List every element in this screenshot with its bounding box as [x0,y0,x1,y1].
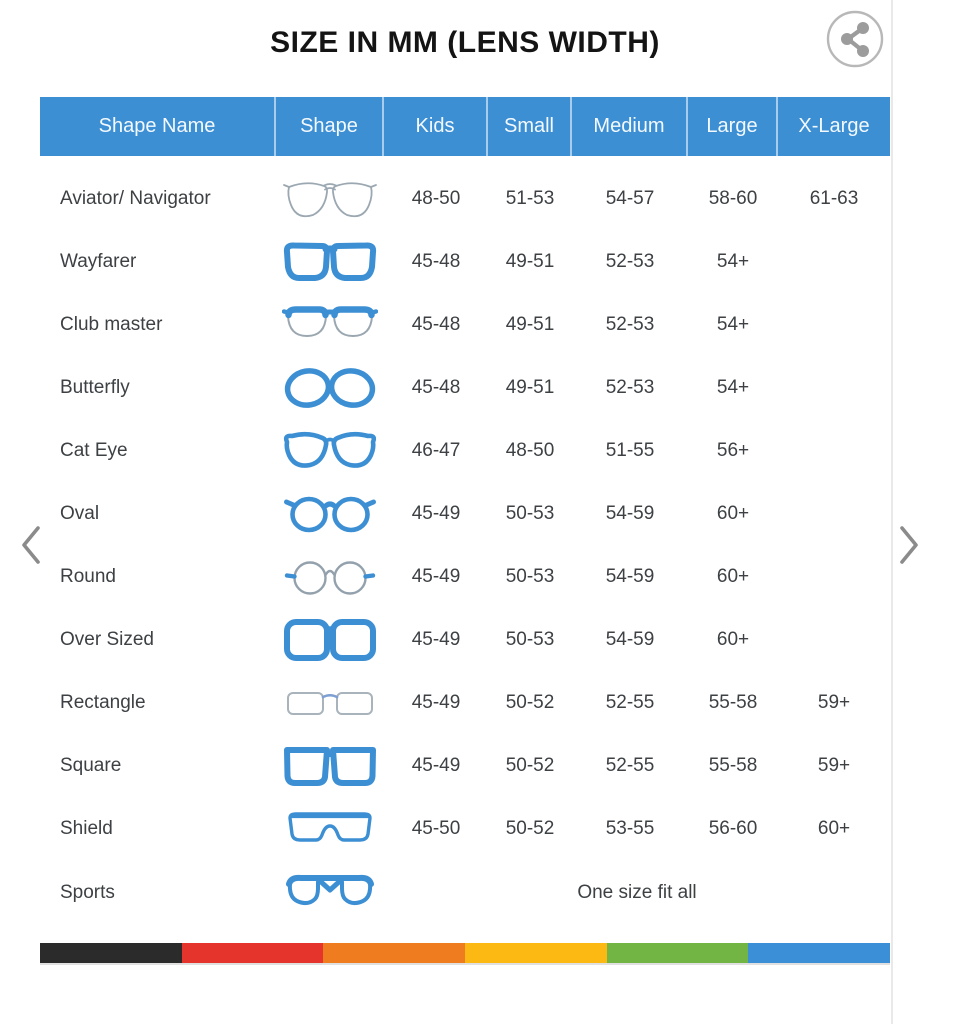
shield-glasses-icon [276,806,384,852]
medium-value: 52-55 [605,755,655,777]
xlarge-value: 60+ [817,818,851,840]
medium-value: 51-55 [605,439,655,461]
small-value: 50-52 [505,755,555,777]
table-row [40,735,890,798]
kids-value: 45-48 [411,376,461,398]
xlarge-value: 59+ [817,692,851,714]
oversized-glasses-icon [276,617,384,663]
xlarge-value: 59+ [817,755,851,777]
shape-name: Cat Eye [60,439,128,461]
medium-value: 52-53 [605,250,655,272]
small-value: 49-51 [505,313,555,335]
shape-name: Aviator/ Navigator [60,187,211,209]
shape-name: Wayfarer [60,250,137,272]
table-row [40,861,890,924]
kids-value: 48-50 [411,187,461,209]
large-value: 54+ [716,376,750,398]
shape-name: Rectangle [60,692,146,714]
clubmaster-glasses-icon [276,302,384,348]
medium-value: 53-55 [605,818,655,840]
sports-glasses-icon [276,870,384,916]
medium-value: 52-55 [605,692,655,714]
shape-name: Round [60,566,116,588]
header-medium: Medium [572,97,688,156]
rectangle-glasses-icon [276,680,384,726]
chevron-right-icon [890,521,926,572]
stripe-segment [465,943,607,963]
small-value: 50-53 [505,566,555,588]
medium-value: 52-53 [605,376,655,398]
carousel-prev-button[interactable] [14,521,50,569]
stripe-segment [40,943,182,963]
table-row [40,356,890,419]
round-glasses-icon [276,554,384,600]
stripe-segment [607,943,749,963]
medium-value: 54-59 [605,566,655,588]
table-row [40,672,890,735]
small-value: 49-51 [505,376,555,398]
header-kids: Kids [384,97,488,156]
header-large: Large [688,97,778,156]
aviator-glasses-icon [276,176,384,222]
medium-value: 54-57 [605,187,655,209]
table-body [40,156,890,924]
size-table [40,97,890,924]
small-value: 50-53 [505,503,555,525]
table-row [40,546,890,609]
table-row [40,167,890,230]
large-value: 56-60 [708,818,758,840]
header-small: Small [488,97,572,156]
oval-glasses-icon [276,491,384,537]
large-value: 60+ [716,503,750,525]
small-value: 49-51 [505,250,555,272]
large-value: 54+ [716,313,750,335]
kids-value: 45-48 [411,313,461,335]
header-shape-name: Shape Name [40,97,276,156]
large-value: 60+ [716,566,750,588]
square-glasses-icon [276,743,384,789]
shape-name: Sports [60,881,115,903]
kids-value: 45-49 [411,692,461,714]
share-icon [825,9,885,72]
small-value: 51-53 [505,187,555,209]
large-value: 60+ [716,629,750,651]
share-button[interactable] [825,9,885,69]
shape-name: Oval [60,503,100,525]
stripe-segment [748,943,890,963]
large-value: 54+ [716,250,750,272]
small-value: 50-52 [505,692,555,714]
chevron-left-icon [14,521,50,572]
shape-name: Club master [60,313,163,335]
cateye-glasses-icon [276,428,384,474]
kids-value: 45-48 [411,250,461,272]
header-shape: Shape [276,97,384,156]
wayfarer-glasses-icon [276,239,384,285]
kids-value: 45-49 [411,503,461,525]
small-value: 50-52 [505,818,555,840]
header-xlarge: X-Large [798,115,870,137]
carousel-next-button[interactable] [890,521,926,569]
table-row [40,798,890,861]
table-row [40,609,890,672]
stripe-segment [323,943,465,963]
table-row [40,482,890,545]
large-value: 58-60 [708,187,758,209]
butterfly-glasses-icon [276,365,384,411]
shape-name: Over Sized [60,629,154,651]
shape-name: Butterfly [60,376,130,398]
page-edge-divider [891,0,893,1024]
medium-value: 54-59 [605,629,655,651]
kids-value: 45-49 [411,755,461,777]
large-value: 56+ [716,439,750,461]
shape-name: Shield [60,818,113,840]
span-value: One size fit all [577,881,697,903]
large-value: 55-58 [708,692,758,714]
brand-color-stripe [40,943,890,963]
kids-value: 45-50 [411,818,461,840]
table-row [40,419,890,482]
table-row [40,230,890,293]
large-value: 55-58 [708,755,758,777]
kids-value: 45-49 [411,629,461,651]
shape-name: Square [60,755,122,777]
table-row [40,293,890,356]
kids-value: 46-47 [411,439,461,461]
medium-value: 52-53 [605,313,655,335]
xlarge-value: 61-63 [809,187,859,209]
table-header-row [40,97,890,156]
medium-value: 54-59 [605,503,655,525]
kids-value: 45-49 [411,566,461,588]
page-title: SIZE IN MM (LENS WIDTH) [270,26,660,59]
stripe-segment [182,943,324,963]
small-value: 48-50 [505,439,555,461]
small-value: 50-53 [505,629,555,651]
